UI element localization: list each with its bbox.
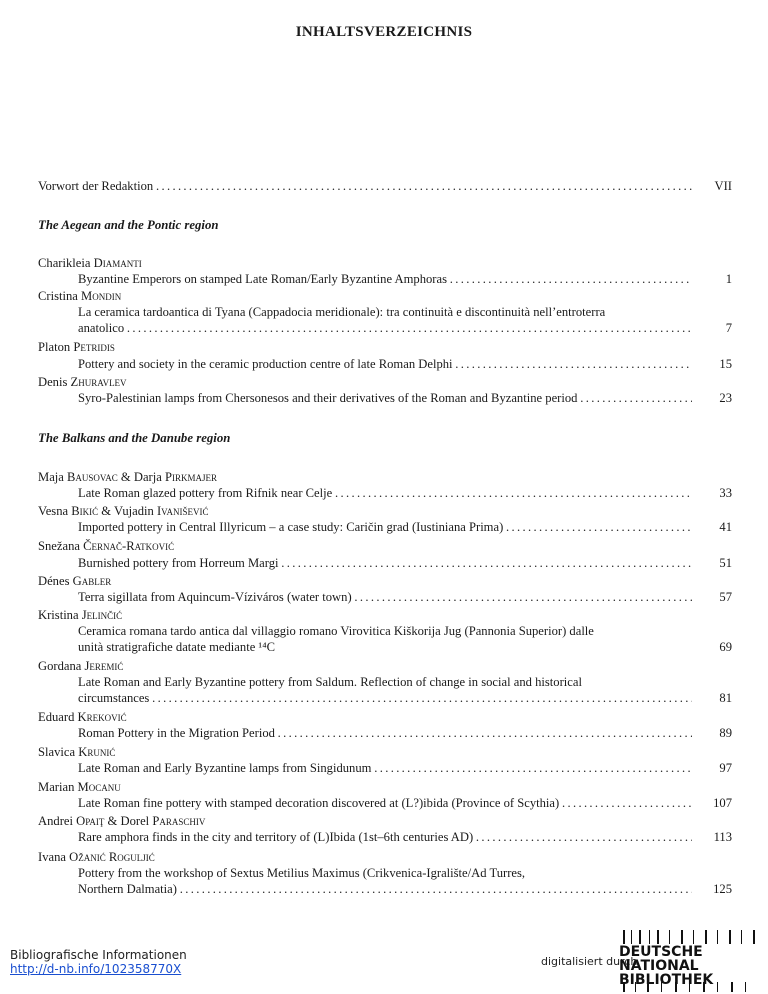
toc-page-number: 69	[719, 640, 732, 654]
toc-page-number: 51	[719, 556, 732, 570]
toc-entry-title: Late Roman glazed pottery from Rifnik near Celje . . .	[78, 485, 692, 501]
toc-entry-title: anatolico . . .	[78, 320, 692, 336]
toc-page-number: 89	[719, 726, 732, 740]
toc-entry-title: Late Roman and Early Byzantine pottery from Saldum. Reflection of change in social and historical	[78, 675, 582, 689]
toc-page-number: 57	[719, 590, 732, 604]
toc-entry-title: Syro-Palestinian lamps from Chersonesos and their derivatives of the Roman and Byzantine period . . .	[78, 390, 692, 406]
toc-entry-title: Burnished pottery from Horreum Margi . . .	[78, 555, 692, 571]
toc-entry-title: Late Roman and Early Byzantine lamps from Singidunum . . .	[78, 760, 692, 776]
dnb-logo-word: NATIONAL	[619, 958, 699, 974]
toc-entry-title: Imported pottery in Central Illyricum – a case study: Caričin grad (Iustiniana Prima) . . .	[78, 519, 692, 535]
toc-author: Gordana Jeremić	[38, 659, 124, 673]
page-title: INHALTSVERZEICHNIS	[295, 24, 473, 40]
toc-entry-title: Rare amphora finds in the city and territory of (L)Ibida (1st–6th centuries AD) . . .	[78, 829, 692, 845]
toc-entry-title: Roman Pottery in the Migration Period . . .	[78, 725, 692, 741]
toc-page-number: 97	[719, 761, 732, 775]
dnb-logo-word: BIBLIOTHEK	[619, 972, 714, 988]
section-heading: The Aegean and the Pontic region	[38, 218, 219, 232]
toc-page-number: 7	[725, 321, 732, 335]
toc-page-number: 113	[713, 830, 732, 844]
bibliographic-info	[10, 948, 187, 976]
dnb-logo	[617, 930, 763, 992]
toc-entry-title: Northern Dalmatia) . . .	[78, 881, 692, 897]
toc-author: Snežana Černač-Ratković	[38, 539, 175, 553]
toc-author: Vesna Bikić & Vujadin Ivanišević	[38, 504, 209, 518]
toc-author: Slavica Krunić	[38, 745, 116, 759]
toc-author: Ivana Ožanić Roguljić	[38, 850, 155, 864]
toc-page-number: 1	[725, 272, 732, 286]
toc-entry-title: La ceramica tardoantica di Tyana (Cappadocia meridionale): tra continuità e discontinuità nell’entroterra	[78, 305, 606, 319]
toc-page-number: 81	[719, 691, 732, 705]
toc-author: Maja Bausovac & Darja Pirkmajer	[38, 470, 218, 484]
bibliographic-info-label: Bibliografische Informationen	[10, 948, 187, 962]
digitized-by-label: digitalisiert durch	[541, 955, 638, 968]
toc-page-number: 107	[713, 796, 732, 810]
toc-page-number: 33	[719, 486, 732, 500]
toc-author: Platon Petridis	[38, 340, 115, 354]
toc-page-number: 41	[719, 520, 732, 534]
toc-entry-title: Pottery and society in the ceramic production centre of late Roman Delphi . . .	[78, 356, 692, 372]
toc-entry-title: Pottery from the workshop of Sextus Metilius Maximus (Crikvenica-Igralište/Ad Turres,	[78, 866, 526, 880]
toc-author: Charikleia Diamanti	[38, 256, 142, 270]
toc-entry-title: Terra sigillata from Aquincum-Víziváros (water town) . . .	[78, 589, 692, 605]
bibliographic-info-link[interactable]: http://d-nb.info/102358770X	[10, 962, 182, 976]
toc-page-number: 15	[719, 357, 732, 371]
toc-author: Eduard Kreković	[38, 710, 127, 724]
dnb-logo-word: DEUTSCHE	[619, 944, 703, 960]
toc-author: Denis Zhuravlev	[38, 375, 127, 389]
toc-entry-title: Late Roman fine pottery with stamped decoration discovered at (L?)ibida (Province of Scythia) . . .	[78, 795, 692, 811]
toc-author: Andrei Opaiţ & Dorel Paraschiv	[38, 814, 206, 828]
toc-page-number: VII	[714, 179, 732, 193]
toc-page-number: 125	[713, 882, 732, 896]
toc-author: Cristina Mondin	[38, 289, 122, 303]
toc-entry-title: Byzantine Emperors on stamped Late Roman/Early Byzantine Amphoras . . .	[78, 271, 692, 287]
section-heading: The Balkans and the Danube region	[38, 431, 231, 445]
toc-author: Marian Mocanu	[38, 780, 121, 794]
toc-page-number: 23	[719, 391, 732, 405]
toc-author: Dénes Gabler	[38, 574, 112, 588]
toc-author: Kristina Jelinčić	[38, 608, 123, 622]
toc-preface: Vorwort der Redaktion . . .	[38, 178, 692, 194]
toc-entry-title: Ceramica romana tardo antica dal villaggio romano Virovitica Kiškorija Jug (Pannonia Superior) dalle	[78, 624, 594, 638]
toc-entry-title: unità stratigrafiche datate mediante ¹⁴C	[78, 640, 275, 654]
toc-entry-title: circumstances . . .	[78, 690, 692, 706]
